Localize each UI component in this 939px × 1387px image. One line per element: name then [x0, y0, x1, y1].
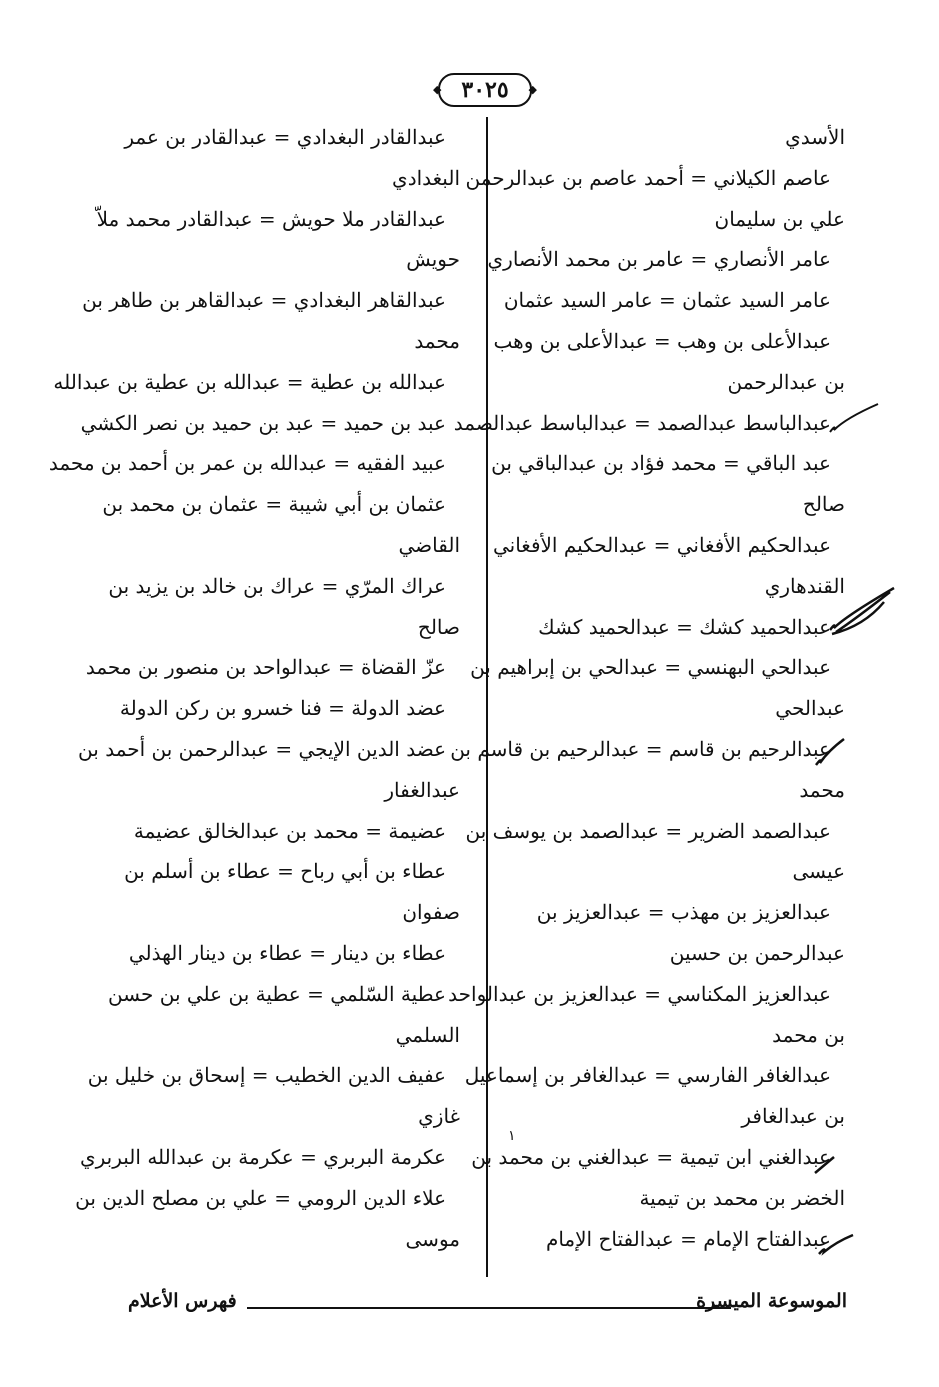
- index-entry: [82, 280, 460, 362]
- entry-line: عزّ القضاة = عبدالواحد بن منصور بن محمد: [85, 655, 446, 680]
- entry-continuation: حويش: [406, 247, 460, 272]
- entry-line: عبدالعزيز المكناسي = عبدالعزيز بن عبدالواحد: [448, 981, 831, 1006]
- index-entry: [491, 443, 845, 525]
- index-entry: [78, 729, 460, 811]
- index-entry: [495, 280, 845, 321]
- entry-line: عضيمة = محمد بن عبدالخالق عضيمة: [133, 818, 446, 843]
- index-entry: [125, 933, 460, 974]
- index-entry: [80, 403, 460, 444]
- entry-line: عبدالفتاح الإمام = عبدالفتاح الإمام: [545, 1226, 831, 1251]
- index-entry: [79, 1137, 460, 1178]
- index-entry: [495, 321, 845, 403]
- index-entry: [53, 362, 460, 403]
- entry-line: عبدالرحيم بن قاسم = عبدالرحيم بن قاسم بن: [450, 736, 831, 761]
- index-entry: [471, 1137, 845, 1219]
- margin-note: ١: [508, 1128, 516, 1144]
- entry-continuation: عبدالغفار: [384, 777, 460, 802]
- entry-line: عبدالعزيز بن مهذب = عبدالعزيز بن: [536, 900, 831, 925]
- footer-book-title: الموسوعة الميسرة: [696, 1290, 847, 1312]
- entry-line: عبدالغافر الفارسي = عبدالغافر بن إسماعيل: [464, 1063, 831, 1088]
- entry-continuation: محمد: [414, 328, 460, 353]
- entry-line: عبيد الفقيه = عبدالله بن عمر بن أحمد بن محمد: [48, 451, 446, 476]
- index-entry: [495, 607, 845, 648]
- entry-continuation: القندهاري: [764, 573, 845, 598]
- index-entry: [495, 892, 845, 974]
- index-entry: [448, 974, 845, 1056]
- entry-line: عطاء بن دينار = عطاء بن دينار الهذلي: [128, 940, 446, 965]
- entry-continuation: بن عبدالغافر: [741, 1104, 845, 1129]
- index-entry: [85, 647, 460, 688]
- index-entry: [75, 1178, 460, 1260]
- index-entry: [108, 566, 460, 648]
- entry-line: عبدالباسط عبدالصمد = عبدالباسط عبدالصمد: [453, 410, 831, 435]
- index-entry: [495, 117, 845, 158]
- entry-continuation: غازي: [418, 1104, 460, 1129]
- entry-line: عبد الباقي = محمد فؤاد بن عبدالباقي بن: [491, 451, 831, 476]
- footer-section-title: فهرس الأعلام: [128, 1290, 237, 1312]
- index-entry: [125, 811, 460, 852]
- entry-line: عبدالقادر ملا حويش = عبدالقادر محمد ملاّ: [96, 206, 446, 231]
- entry-continuation: عبدالحي: [775, 696, 845, 721]
- index-entry: [492, 525, 845, 607]
- entry-line: عامر الأنصاري = عامر بن محمد الأنصاري: [487, 247, 831, 272]
- entry-line: عبدالحكيم الأفغاني = عبدالحكيم الأفغاني: [492, 532, 831, 557]
- index-entry: [450, 729, 845, 811]
- entry-line: عبدالغني ابن تيمية = عبدالغني بن محمد بن: [471, 1144, 831, 1169]
- footer-rule: [247, 1307, 731, 1309]
- page-number: ◆ ٣٠٢٥ ◆: [438, 73, 532, 107]
- entry-line: عامر السيد عثمان = عامر السيد عثمان: [503, 288, 831, 313]
- entry-continuation: صالح: [417, 614, 460, 639]
- entry-continuation: صفوان: [402, 900, 460, 925]
- entry-line: عفيف الدين الخطيب = إسحاق بن خليل بن: [87, 1063, 446, 1088]
- entry-line: عبد بن حميد = عبد بن حميد بن نصر الكشي: [80, 410, 446, 435]
- index-entry: [125, 851, 460, 933]
- entry-continuation: صالح: [802, 492, 845, 517]
- entry-line: عبدالقادر البغدادي = عبدالقادر بن عمر: [124, 125, 446, 149]
- entry-line: عضد الدين الإيجي = عبدالرحمن بن أحمد بن: [78, 736, 446, 761]
- entry-line: عبدالحميد كشك = عبدالحميد كشك: [538, 614, 831, 639]
- index-entry: [470, 647, 845, 729]
- entry-line: عبدالله بن عطية = عبدالله بن عطية بن عبدالله: [53, 369, 446, 394]
- entry-line: عثمان بن أبي شيبة = عثمان بن محمد بن: [102, 492, 446, 517]
- entry-line: عبدالأعلى بن وهب = عبدالأعلى بن وهب: [493, 328, 831, 353]
- index-entry: [102, 484, 460, 566]
- entry-line: عطية السّلمي = عطية بن علي بن حسن: [107, 981, 446, 1006]
- entry-continuation: موسى: [405, 1226, 460, 1251]
- entry-continuation: القاضي: [398, 532, 460, 557]
- entry-line: عكرمة البربري = عكرمة بن عبدالله البربري: [79, 1144, 446, 1169]
- index-entry: [465, 811, 845, 893]
- entry-line: عطاء بن أبي رباح = عطاء بن أسلم بن: [124, 859, 446, 884]
- right-column: [448, 117, 845, 1259]
- entry-line: عبدالصمد الضرير = عبدالصمد بن يوسف بن: [465, 818, 831, 843]
- index-entry: [495, 1219, 845, 1260]
- entry-continuation: محمد: [799, 777, 845, 802]
- index-entry: [107, 974, 460, 1056]
- entry-continuation: عيسى: [792, 859, 845, 884]
- entry-continuation: الخضر بن محمد بن تيمية: [639, 1185, 845, 1210]
- entry-continuation: بن عبدالرحمن: [727, 369, 845, 394]
- index-entry: [453, 403, 845, 444]
- entry-continuation: علي بن سليمان: [714, 206, 845, 231]
- left-column: [48, 117, 460, 1259]
- entry-continuation: بن محمد: [772, 1022, 845, 1047]
- index-entry: [125, 117, 460, 199]
- entry-continuation: عبدالرحمن بن حسين: [669, 940, 845, 965]
- index-entry: [96, 199, 460, 281]
- entry-continuation: البغدادي: [392, 165, 460, 190]
- entry-line: عبدالقاهر البغدادي = عبدالقاهر بن طاهر بن: [82, 288, 446, 313]
- entry-line: عراك المرّي = عراك بن خالد بن يزيد بن: [108, 573, 446, 598]
- entry-line: عبدالحي البهنسي = عبدالحي بن إبراهيم بن: [470, 655, 831, 680]
- index-entry: [465, 158, 845, 240]
- index-entry: [487, 239, 845, 280]
- index-entry: [48, 443, 460, 484]
- index-entry: [119, 688, 460, 729]
- index-entry: [87, 1055, 460, 1137]
- entry-continuation: السلمي: [395, 1022, 460, 1047]
- entry-line: علاء الدين الرومي = علي بن مصلح الدين بن: [75, 1185, 446, 1210]
- column-divider: [486, 117, 488, 1277]
- entry-line: عاصم الكيلاني = أحمد عاصم بن عبدالرحمن: [465, 165, 831, 190]
- index-entry: [464, 1055, 845, 1137]
- entry-line: الأسدي: [785, 125, 845, 149]
- entry-line: عضد الدولة = فنا خسرو بن ركن الدولة: [119, 696, 446, 721]
